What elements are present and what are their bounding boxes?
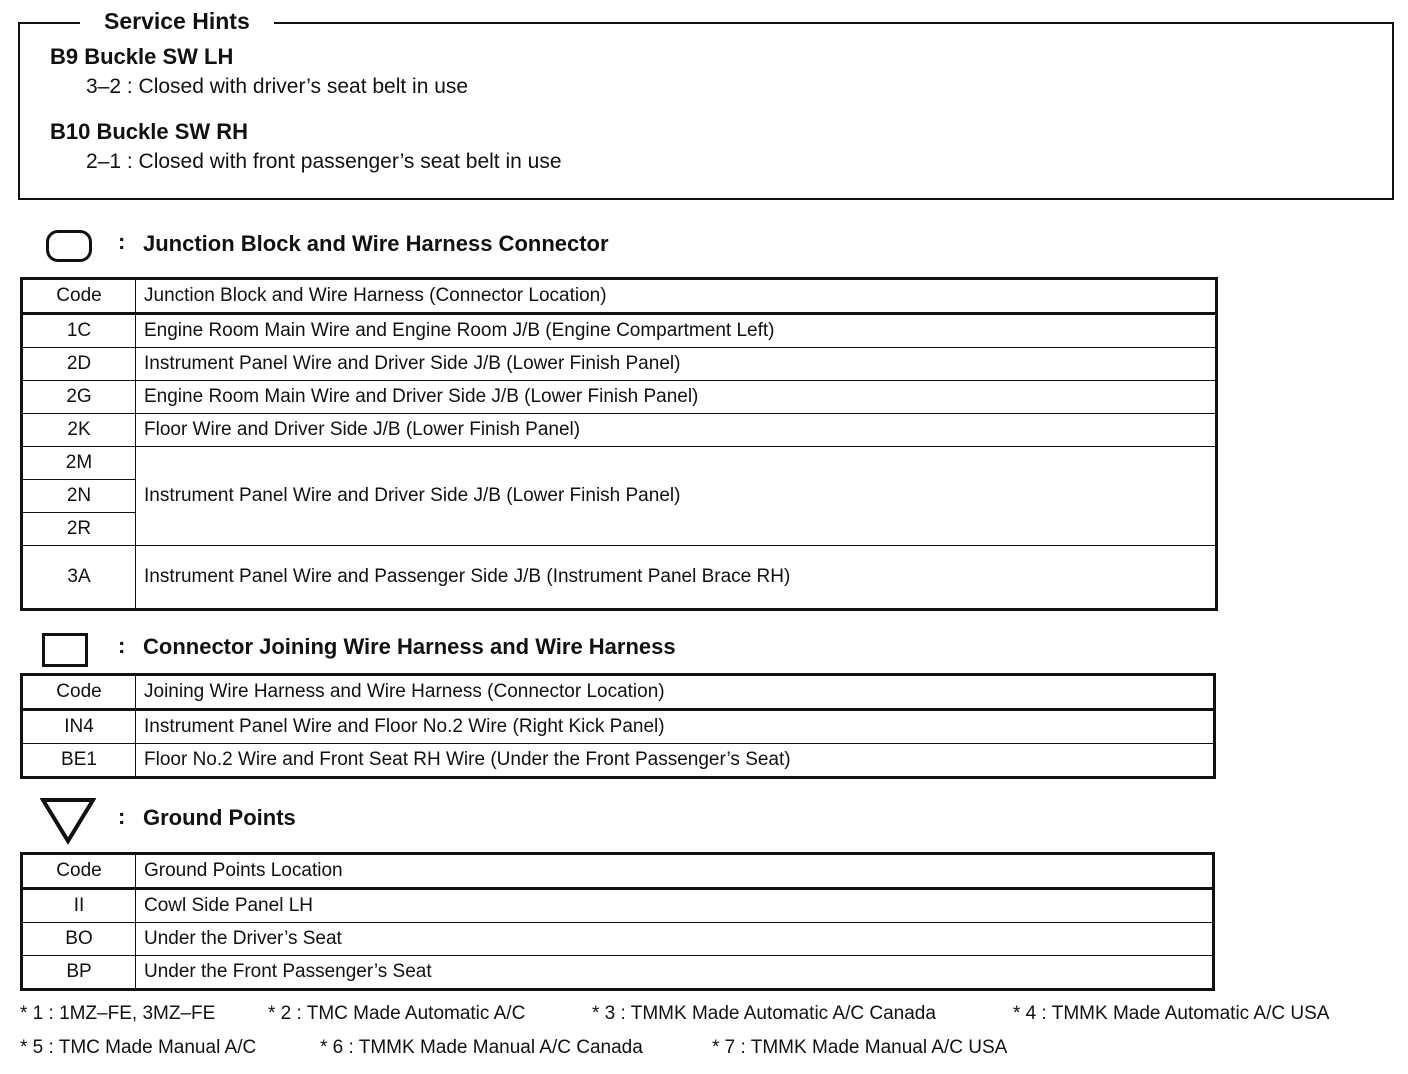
junction-colon: :: [118, 229, 126, 254]
ground-point-symbol-icon: [40, 797, 96, 845]
row-code: IN4: [23, 710, 136, 744]
footnote: * 4 : TMMK Made Automatic A/C USA: [1013, 1003, 1330, 1024]
row-desc: Instrument Panel Wire and Driver Side J/B (Lower Finish Panel): [136, 447, 1216, 546]
table-header-row: [23, 280, 1216, 314]
ground-table: [22, 854, 1213, 989]
table-row: [23, 414, 1216, 447]
joining-connector-symbol-icon: [42, 633, 88, 667]
hint-text-b10: 2–1 : Closed with front passenger’s seat belt in use: [86, 150, 562, 173]
junction-table: [22, 279, 1216, 609]
footnote: * 1 : 1MZ–FE, 3MZ–FE: [20, 1003, 216, 1024]
table-header-row: [23, 855, 1213, 889]
footnote: * 7 : TMMK Made Manual A/C USA: [712, 1037, 1008, 1058]
row-desc: Cowl Side Panel LH: [136, 889, 1213, 923]
row-code: 2D: [23, 348, 136, 381]
header-desc: Ground Points Location: [136, 855, 1213, 889]
table-row: [23, 314, 1216, 348]
table-row: [23, 889, 1213, 923]
row-code: 1C: [23, 314, 136, 348]
table-row: [23, 348, 1216, 381]
footnote: * 6 : TMMK Made Manual A/C Canada: [320, 1037, 643, 1058]
footnote: * 2 : TMC Made Automatic A/C: [268, 1003, 526, 1024]
joining-colon: :: [118, 633, 126, 658]
table-header-row: [23, 676, 1214, 710]
row-desc: Engine Room Main Wire and Engine Room J/B (Engine Compartment Left): [136, 314, 1216, 348]
row-desc: Engine Room Main Wire and Driver Side J/B (Lower Finish Panel): [136, 381, 1216, 414]
footnote: * 5 : TMC Made Manual A/C: [20, 1037, 257, 1058]
row-code: 2G: [23, 381, 136, 414]
row-code: BO: [23, 923, 136, 956]
ground-section-title: Ground Points: [143, 805, 296, 830]
header-desc: Junction Block and Wire Harness (Connector Location): [136, 280, 1216, 314]
table-row: [23, 744, 1214, 777]
header-code: Code: [23, 280, 136, 314]
row-code: BP: [23, 956, 136, 989]
table-row: [23, 546, 1216, 609]
row-desc: Instrument Panel Wire and Passenger Side J/B (Instrument Panel Brace RH): [136, 546, 1216, 609]
row-code: 2K: [23, 414, 136, 447]
row-code: BE1: [23, 744, 136, 777]
row-code: 2N: [23, 480, 136, 513]
row-code: II: [23, 889, 136, 923]
table-row: [23, 956, 1213, 989]
row-desc: Floor No.2 Wire and Front Seat RH Wire (Under the Front Passenger’s Seat): [136, 744, 1214, 777]
table-row: [23, 447, 1216, 480]
row-desc: Under the Front Passenger’s Seat: [136, 956, 1213, 989]
header-code: Code: [23, 676, 136, 710]
row-code: 3A: [23, 546, 136, 609]
row-desc: Instrument Panel Wire and Driver Side J/B (Lower Finish Panel): [136, 348, 1216, 381]
table-row: [23, 381, 1216, 414]
header-code: Code: [23, 855, 136, 889]
table-row: [23, 710, 1214, 744]
row-desc: Floor Wire and Driver Side J/B (Lower Finish Panel): [136, 414, 1216, 447]
joining-section-title: Connector Joining Wire Harness and Wire Harness: [143, 634, 676, 659]
row-code: 2M: [23, 447, 136, 480]
joining-table: [22, 675, 1214, 777]
hint-heading-b9: B9 Buckle SW LH: [50, 44, 234, 69]
row-desc: Instrument Panel Wire and Floor No.2 Wire (Right Kick Panel): [136, 710, 1214, 744]
footnote: * 3 : TMMK Made Automatic A/C Canada: [592, 1003, 936, 1024]
junction-section-title: Junction Block and Wire Harness Connector: [143, 231, 609, 256]
hint-text-b9: 3–2 : Closed with driver’s seat belt in use: [86, 75, 469, 98]
junction-block-symbol-icon: [46, 230, 92, 262]
table-row: [23, 923, 1213, 956]
row-code: 2R: [23, 513, 136, 546]
ground-colon: :: [118, 804, 126, 829]
row-desc: Under the Driver’s Seat: [136, 923, 1213, 956]
service-hints-title: Service Hints: [80, 8, 274, 34]
hint-heading-b10: B10 Buckle SW RH: [50, 119, 249, 144]
header-desc: Joining Wire Harness and Wire Harness (Connector Location): [136, 676, 1214, 710]
